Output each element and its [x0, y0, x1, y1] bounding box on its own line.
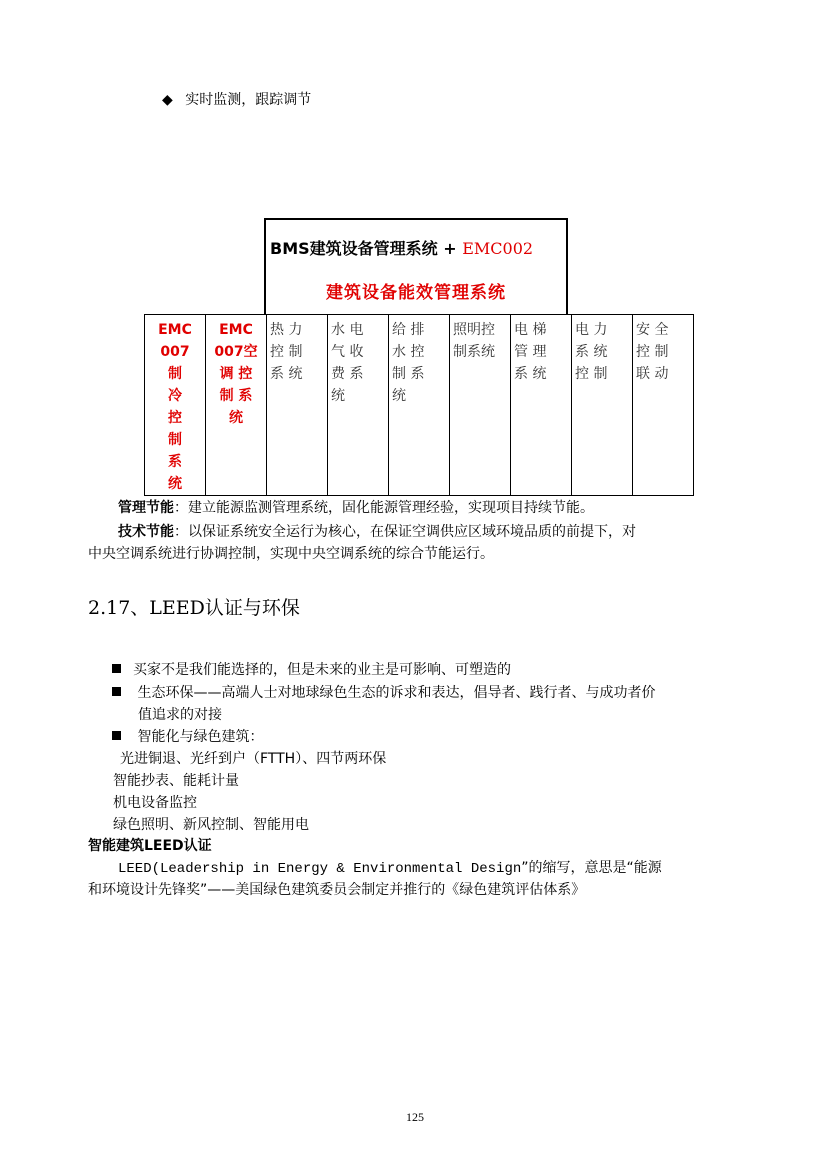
bullet-text: 生态环保——高端人士对地球绿色生态的诉求和表达，倡导者、践行者、与成功者价 [133, 685, 656, 701]
subsystem-cell [145, 315, 206, 496]
subsystem-cell [572, 315, 633, 496]
subsystem-cell [389, 315, 450, 496]
subsystem-label: 安 全 控 制 联 动 [636, 322, 669, 382]
top-bullet [162, 89, 311, 111]
diamond-bullet-icon: ◆ [162, 92, 173, 108]
square-bullet-icon [112, 664, 121, 673]
subsystem-cell [633, 315, 694, 496]
subsystem-label: EMC 007空 调 控 制 系 统 [214, 322, 258, 426]
subsystem-cell [511, 315, 572, 496]
smart-item: 智能抄表、能耗计量 [113, 773, 239, 789]
tech-paragraph [118, 521, 636, 543]
leed-line-1-chinese: ”的缩写，意思是“能源 [521, 860, 662, 876]
leed-line-1 [118, 857, 662, 880]
bms-box [264, 218, 568, 314]
tech-text-1: ：以保证系统安全运行为核心，在保证空调供应区域环境品质的前提下，对 [174, 524, 636, 540]
mgmt-paragraph [118, 497, 594, 519]
subsystem-row [145, 315, 694, 496]
bullet-continuation: 值追求的对接 [138, 707, 222, 723]
leed-line-2: 和环境设计先锋奖”——美国绿色建筑委员会制定并推行的《绿色建筑评估体系》 [88, 882, 586, 898]
subsystem-label: 电 梯 管 理 系 统 [514, 322, 547, 382]
bullet-item [112, 682, 655, 704]
bullet-item [112, 659, 511, 681]
mgmt-label: 管理节能 [118, 500, 174, 516]
page-number: 125 [406, 1110, 424, 1124]
subsystem-cell [450, 315, 511, 496]
smart-item: 机电设备监控 [113, 795, 197, 811]
tech-text-2: 中央空调系统进行协调控制，实现中央空调系统的综合节能运行。 [88, 546, 494, 562]
subsystem-label: 电 力 系 统 控 制 [575, 322, 608, 382]
subsystem-cell [206, 315, 267, 496]
top-bullet-text: 实时监测，跟踪调节 [185, 92, 312, 108]
section-heading: 2.17、LEED认证与环保 [88, 597, 300, 619]
bullet-text: 买家不是我们能选择的，但是未来的业主是可影响、可塑造的 [133, 662, 511, 678]
subsystem-label: 水 电 气 收 费 系 统 [331, 322, 364, 404]
bms-title [270, 236, 533, 259]
smart-item: 绿色照明、新风控制、智能用电 [113, 817, 309, 833]
subsystem-label: 给 排 水 控 制 系 统 [392, 322, 425, 404]
bullet-text: 智能化与绿色建筑： [133, 729, 264, 745]
subsystem-cell [267, 315, 328, 496]
subsystem-table [144, 314, 694, 496]
leed-line-1-english: LEED(Leadership in Energy & Environmental Design [118, 861, 522, 877]
subsystem-label: 热 力 控 制 系 统 [270, 322, 303, 382]
bms-title-emc: EMC002 [462, 239, 534, 258]
square-bullet-icon [112, 687, 121, 696]
smart-item: 光进铜退、光纤到户（FTTH）、四节两环保 [120, 751, 387, 767]
subsystem-cell [328, 315, 389, 496]
mgmt-text: ：建立能源监测管理系统，固化能源管理经验，实现项目持续节能。 [174, 500, 594, 516]
tech-label: 技术节能 [118, 524, 174, 540]
subsystem-label: 照明控 制系统 [453, 322, 495, 360]
leed-title: 智能建筑LEED认证 [88, 838, 212, 854]
bullet-item [112, 726, 263, 748]
bms-subtitle: 建筑设备能效管理系统 [326, 283, 506, 303]
square-bullet-icon [112, 731, 121, 740]
bms-title-prefix: BMS建筑设备管理系统 + [270, 239, 463, 258]
subsystem-label: EMC 007 制 冷 控 制 系 统 [158, 322, 192, 492]
